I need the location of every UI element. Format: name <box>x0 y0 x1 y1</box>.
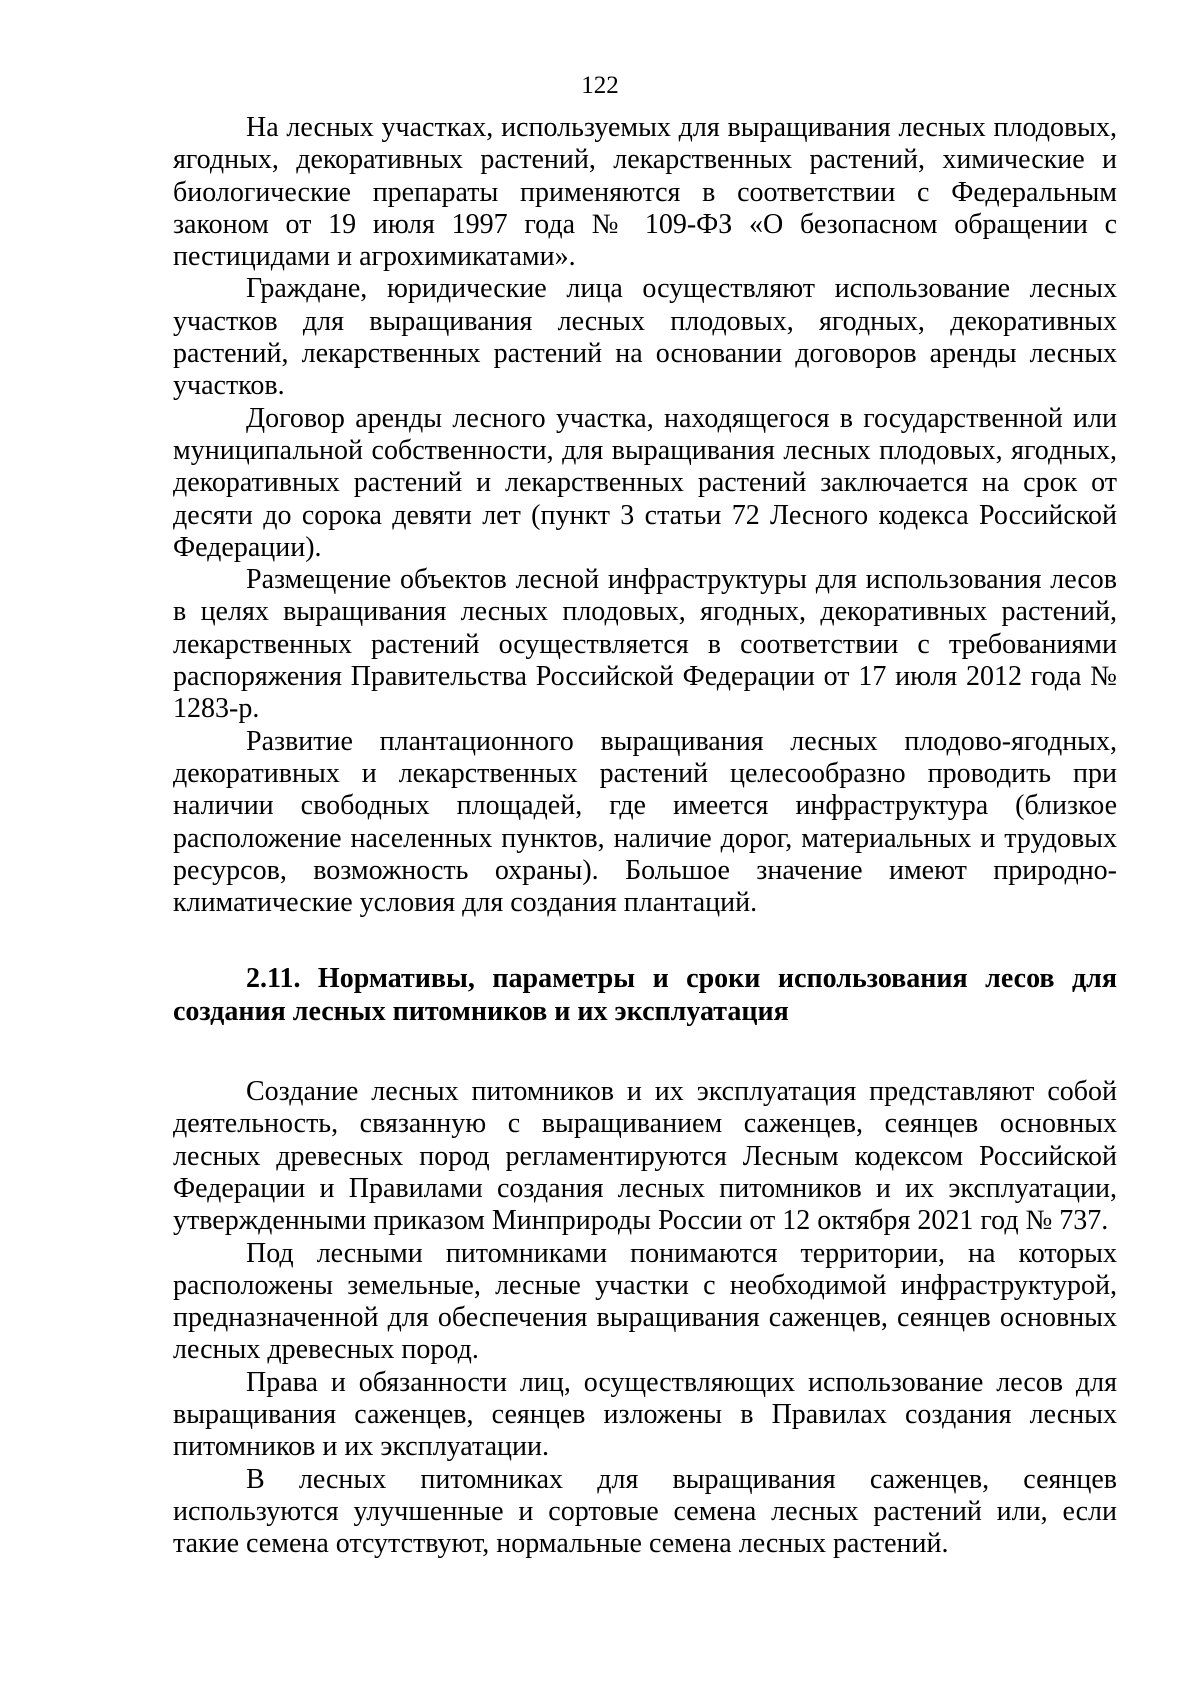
paragraph-rights-obligations: Права и обязанности лиц, осуществляющих использование лесов для выращивания саженцев, сеянцев изложены в Правилах создания лесных питомников и их эксплуатации. <box>173 1366 1117 1463</box>
paragraph-lease-basis: Граждане, юридические лица осуществляют использование лесных участков для выращивания лесных плодовых, ягодных, декоративных растений, лекарственных растений на основании договоров аренды лесных участков. <box>173 273 1117 402</box>
paragraph-pesticides: На лесных участках, используемых для выращивания лесных плодовых, ягодных, декоративных растений, лекарственных растений, химические и биологические препараты применяются в соответствии с Федеральным законом от 19 июля 1997 года № 109-ФЗ «О безопасном обращении с пестицидами и агрохимикатами». <box>173 112 1117 273</box>
paragraph-nursery-definition: Под лесными питомниками понимаются территории, на которых расположены земельные, лесные участки с необходимой инфраструктурой, предназначенной для обеспечения выращивания саженцев, сеянцев основных лесных древесных пород. <box>173 1237 1117 1366</box>
paragraph-plantation-development: Развитие плантационного выращивания лесных плодово-ягодных, декоративных и лекарственных растений целесообразно проводить при наличии свободных площадей, где имеется инфраструктура (близкое расположение населенных пунктов, наличие дорог, материальных и трудовых ресурсов, возможность охраны). Большое значение имеют природно-климатические условия для создания плантаций. <box>173 725 1117 919</box>
paragraph-nursery-creation: Создание лесных питомников и их эксплуатация представляют собой деятельность, связанную с выращиванием саженцев, сеянцев основных лесных древесных пород регламентируются Лесным кодексом Российской Федерации и Правилами создания лесных питомников и их эксплуатации, утвержденными приказом Минприроды России от 12 октября 2021 год № 737. <box>173 1076 1117 1237</box>
page-number: 122 <box>581 72 619 99</box>
paragraph-seeds: В лесных питомниках для выращивания саженцев, сеянцев используются улучшенные и сортовые семена лесных растений или, если такие семена отсутствуют, нормальные семена лесных растений. <box>173 1463 1117 1560</box>
paragraph-lease-term: Договор аренды лесного участка, находящегося в государственной или муниципальной собственности, для выращивания лесных плодовых, ягодных, декоративных растений и лекарственных растений заключается на срок от десяти до сорока девяти лет (пункт 3 статьи 72 Лесного кодекса Российской Федерации). <box>173 402 1117 563</box>
document-body <box>173 112 1117 1560</box>
section-heading: 2.11. Нормативы, параметры и сроки использования лесов для создания лесных питомников и их эксплуатация <box>173 963 1117 1027</box>
paragraph-infrastructure: Размещение объектов лесной инфраструктуры для использования лесов в целях выращивания лесных плодовых, ягодных, декоративных растений, лекарственных растений осуществляется в соответствии с требованиями распоряжения Правительства Российской Федерации от 17 июля 2012 года № 1283-р. <box>173 564 1117 725</box>
